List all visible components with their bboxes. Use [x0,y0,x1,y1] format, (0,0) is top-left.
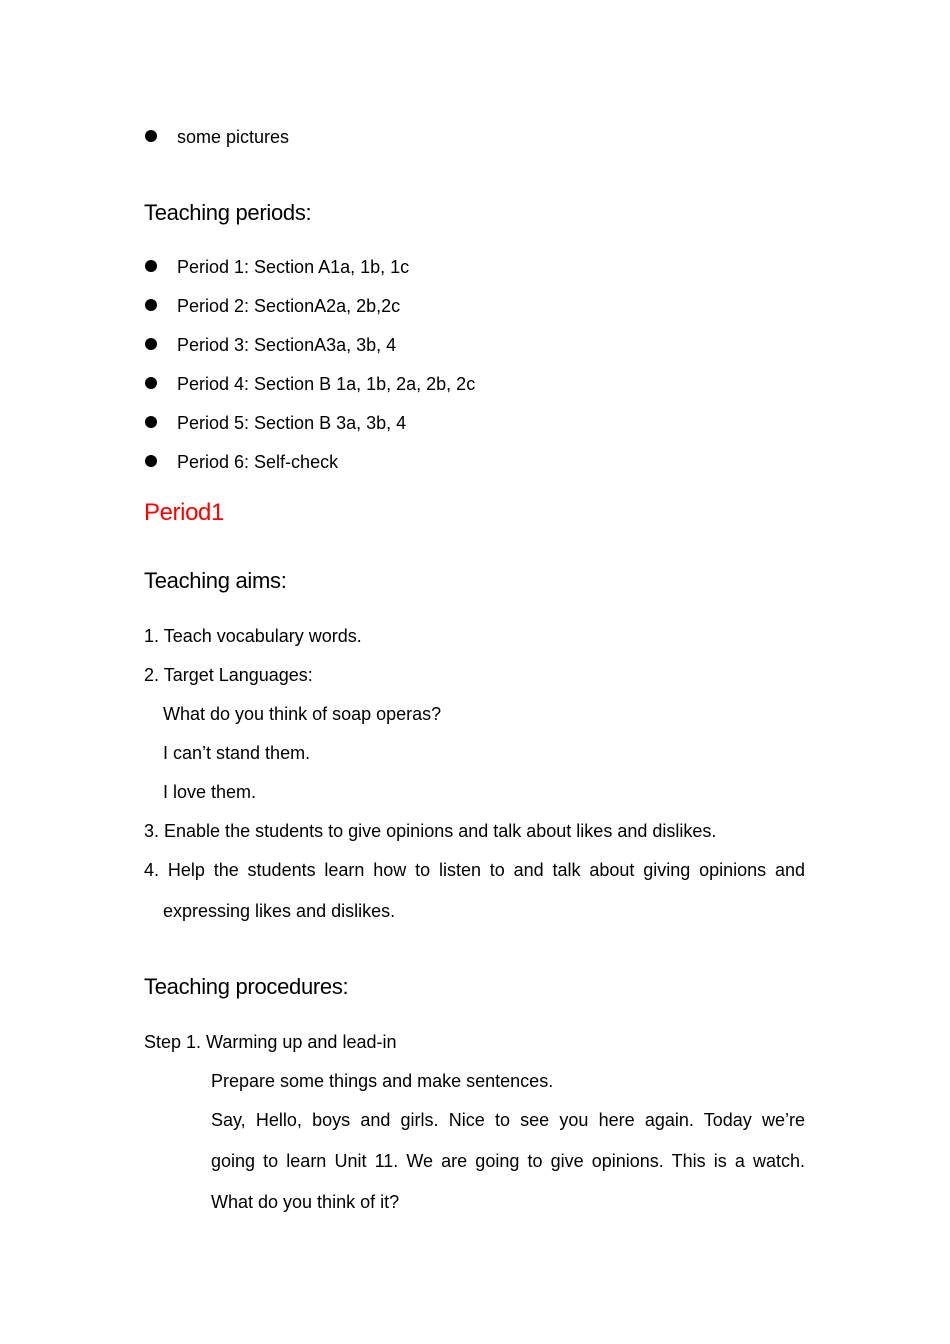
bullet-icon [145,377,157,389]
bullet-icon [145,455,157,467]
step1-line: Say, Hello, boys and girls. Nice to see you here again. Today we’re [211,1110,805,1130]
aim-item-4-continued: expressing likes and dislikes. [163,901,396,921]
step1-line: What do you think of it? [211,1192,400,1212]
period-item-2: Period 2: SectionA2a, 2b,2c [177,296,401,316]
aim-item-4: 4. Help the students learn how to listen to and talk about giving opinions and [144,860,805,880]
bullet-icon [145,416,157,428]
target-language-line: I love them. [163,782,257,802]
list-item: some pictures [177,127,290,147]
period-item-5: Period 5: Section B 3a, 3b, 4 [177,413,407,433]
step1-line: going to learn Unit 11. We are going to give opinions. This is a watch. [211,1151,805,1171]
aims-heading: Teaching aims: [144,568,287,593]
period1-title: Period1 [144,499,224,526]
period-item-1: Period 1: Section A1a, 1b, 1c [177,257,410,277]
target-language-line: I can’t stand them. [163,743,311,763]
period-item-3: Period 3: SectionA3a, 3b, 4 [177,335,397,355]
bullet-icon [145,130,157,142]
period-item-4: Period 4: Section B 1a, 1b, 2a, 2b, 2c [177,374,476,394]
aim-item-2: 2. Target Languages: [144,665,313,685]
aim-item-1: 1. Teach vocabulary words. [144,626,362,646]
bullet-icon [145,260,157,272]
periods-heading: Teaching periods: [144,200,312,225]
bullet-icon [145,299,157,311]
aim-item-3: 3. Enable the students to give opinions and talk about likes and dislikes. [144,821,717,841]
step1-title: Step 1. Warming up and lead-in [144,1032,397,1052]
step1-line: Prepare some things and make sentences. [211,1071,554,1091]
target-language-line: What do you think of soap operas? [163,704,442,724]
bullet-icon [145,338,157,350]
procedures-heading: Teaching procedures: [144,974,349,999]
period-item-6: Period 6: Self-check [177,452,339,472]
